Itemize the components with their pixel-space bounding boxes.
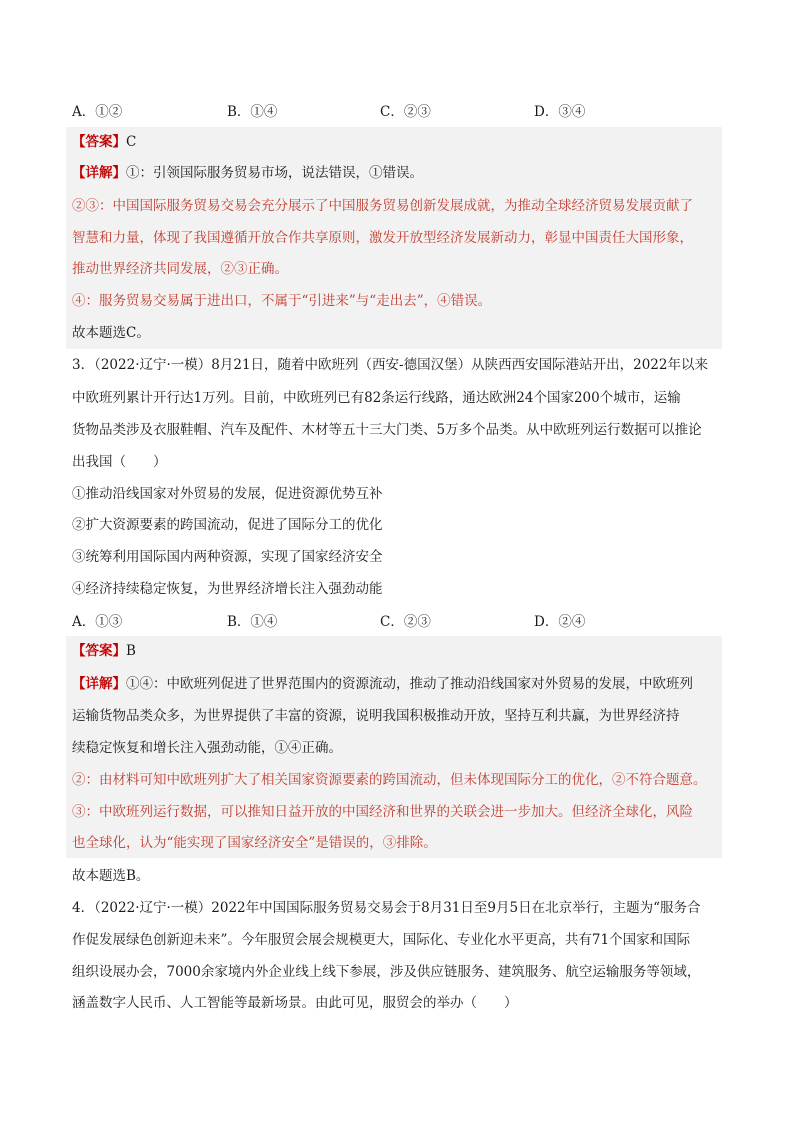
q3-option-c: C．②③ [380,614,431,630]
q4-stem-line2: 作促发展绿色创新迎未来”。今年服贸会展会规模更大，国际化、专业化水平更高，共有71个国家和国际 [72,932,691,948]
q2-detail-red-line3: 推动世界经济共同发展，②③正确。 [72,261,288,277]
q2-detail-red-line4: ④：服务贸易交易属于进出口，不属于“引进来”与“走出去”，④错误。 [72,293,492,309]
q3-detail-tag: 【详解】 [72,676,126,692]
q3-stem-line4: 出我国（ ） [72,454,167,470]
q2-answer-value: C [126,134,137,150]
q2-option-b: B．①④ [227,104,278,120]
q3-detail-red-line3: 也全球化，认为“能实现了国家经济安全”是错误的，③排除。 [72,835,437,851]
q2-option-c: C．②③ [380,104,431,120]
q3-stem-line3: 货物品类涉及衣服鞋帽、汽车及配件、木材等五十三大门类、5万多个品类。从中欧班列运行数据可以推论 [72,422,702,438]
q2-option-d: D．③④ [534,104,586,120]
q3-answer [72,641,136,661]
q2-detail-tag: 【详解】 [72,165,126,181]
q3-detail-line2: 运输货物品类众多，为世界提供了丰富的资源，说明我国积极推动开放，坚持互利共赢，为世界经济持 [72,708,680,724]
q3-item-2: ②扩大资源要素的跨国流动，促进了国际分工的优化 [72,517,383,533]
q2-options [72,100,732,120]
q4-stem-line1: 4．（2022·辽宁·一模）2022年中国国际服务贸易交易会于8月31日至9月5日在北京举行，主题为“服务合 [72,900,701,916]
q2-option-a: A．①② [72,104,123,120]
q3-option-b: B．①④ [227,614,278,630]
q3-option-a: A．①③ [72,614,123,630]
q2-answer-tag: 【答案】 [72,134,126,150]
q3-conclusion: 故本题选B。 [72,868,150,884]
q3-item-4: ④经济持续稳定恢复，为世界经济增长注入强劲动能 [72,581,383,597]
q3-options [72,610,732,630]
q2-detail-red-line2: 智慧和力量，体现了我国遵循开放合作共享原则，激发开放型经济发展新动力，彰显中国责任大国形象， [72,230,693,246]
q3-detail [72,674,693,694]
q4-stem-line3: 组织设展办会，7000余家境内外企业线上线下参展，涉及供应链服务、建筑服务、航空运输服务等领域， [72,964,701,980]
q3-detail-line3: 续稳定恢复和增长注入强劲动能，①④正确。 [72,740,342,756]
q3-stem-line1: 3．（2022·辽宁·一模）8月21日，随着中欧班列（西安-德国汉堡）从陕西西安国际港站开出，2022年以来 [72,357,708,373]
q2-conclusion: 故本题选C。 [72,325,150,341]
q3-answer-block [66,636,722,858]
q2-answer-block [66,127,722,349]
q3-item-1: ①推动沿线国家对外贸易的发展，促进资源优势互补 [72,486,383,502]
q3-option-d: D．②④ [534,614,586,630]
q2-detail-line1: ①：引领国际服务贸易市场，说法错误，①错误。 [126,165,423,181]
q2-detail-red-line1: ②③：中国国际服务贸易交易会充分展示了中国服务贸易创新发展成就，为推动全球经济贸易发展贡献了 [72,198,693,214]
q3-answer-value: B [126,643,136,659]
q2-detail [72,163,423,183]
q3-detail-line1: ①④：中欧班列促进了世界范围内的资源流动，推动了推动沿线国家对外贸易的发展，中欧班列 [126,676,693,692]
q3-stem-line2: 中欧班列累计开行达1万列。目前，中欧班列已有82条运行线路，通达欧洲24个国家200个城市，运输 [72,390,681,406]
q3-detail-red-line2: ③：中欧班列运行数据，可以推知日益开放的中国经济和世界的关联会进一步加大。但经济全球化，风险 [72,804,693,820]
q3-answer-tag: 【答案】 [72,643,126,659]
q4-stem-line4: 涵盖数字人民币、人工智能等最新场景。由此可见，服贸会的举办（ ） [72,995,518,1011]
q2-answer [72,132,136,152]
q3-detail-red-line1: ②：由材料可知中欧班列扩大了相关国家资源要素的跨国流动，但未体现国际分工的优化，②不符合题意。 [72,772,707,788]
q3-item-3: ③统筹利用国际国内两种资源，实现了国家经济安全 [72,549,383,565]
